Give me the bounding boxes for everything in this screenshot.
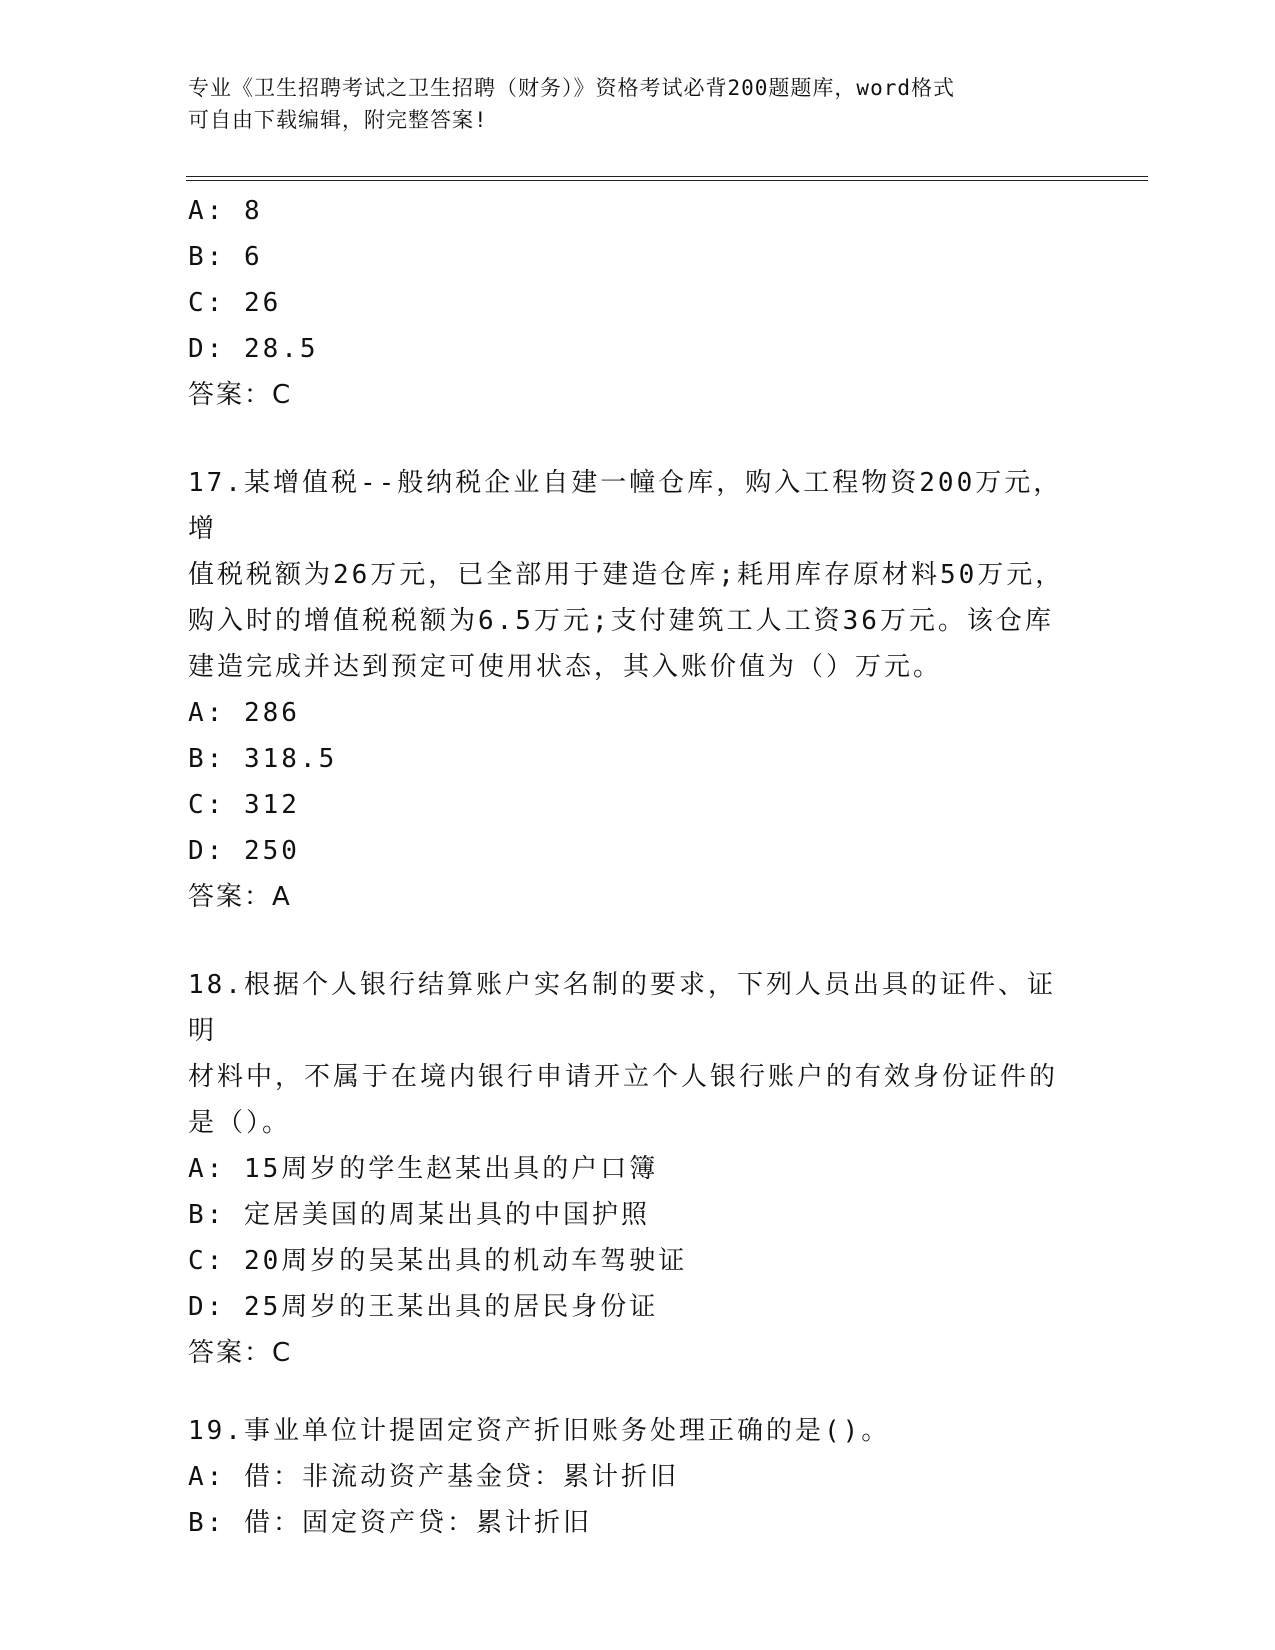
question-19: [188, 1408, 1078, 1546]
option-c: C: 312: [188, 790, 300, 820]
document-header: [188, 72, 1068, 136]
spacer: [188, 418, 1078, 460]
header-divider: [186, 176, 1148, 181]
question-18: [188, 962, 1078, 1376]
question-list: [188, 188, 1078, 1546]
option-a: A: 借：非流动资产基金贷：累计折旧: [188, 1462, 679, 1492]
option-c: C: 20周岁的吴某出具的机动车驾驶证: [188, 1246, 688, 1276]
question-text-line: 19.事业单位计提固定资产折旧账务处理正确的是()。: [188, 1416, 891, 1446]
header-line-2: 可自由下载编辑，附完整答案!: [188, 108, 488, 132]
option-a: A: 8: [188, 196, 263, 226]
question-text-line: 18.根据个人银行结算账户实名制的要求，下列人员出具的证件、证明: [188, 970, 1056, 1046]
option-b: B: 318.5: [188, 744, 338, 774]
option-d: D: 28.5: [188, 334, 319, 364]
question-text-line: 17.某增值税--般纳税企业自建一幢仓库，购入工程物资200万元，增: [188, 468, 1063, 544]
option-a: A: 286: [188, 698, 300, 728]
question-text-line: 是（）。: [188, 1108, 292, 1138]
question-text-line: 值税税额为26万元，已全部用于建造仓库;耗用库存原材料50万元，: [188, 560, 1065, 590]
answer: 答案：A: [188, 882, 292, 912]
spacer: [188, 920, 1078, 962]
option-d: D: 25周岁的王某出具的居民身份证: [188, 1292, 659, 1322]
answer: 答案：C: [188, 1338, 293, 1368]
question-text-line: 建造完成并达到预定可使用状态，其入账价值为（）万元。: [188, 652, 943, 682]
option-b: B: 借：固定资产贷：累计折旧: [188, 1508, 592, 1538]
option-c: C: 26: [188, 288, 282, 318]
option-a: A: 15周岁的学生赵某出具的户口簿: [188, 1154, 659, 1184]
question-text-line: 材料中，不属于在境内银行申请开立个人银行账户的有效身份证件的: [188, 1062, 1059, 1092]
question-text-line: 购入时的增值税税额为6.5万元;支付建筑工人工资36万元。该仓库: [188, 606, 1054, 636]
header-line-1: 专业《卫生招聘考试之卫生招聘（财务）》资格考试必背200题题库，word格式: [188, 76, 955, 100]
question-17: [188, 460, 1078, 920]
option-d: D: 250: [188, 836, 300, 866]
spacer: [188, 1376, 1078, 1408]
answer: 答案：C: [188, 380, 293, 410]
option-b: B: 定居美国的周某出具的中国护照: [188, 1200, 650, 1230]
question-16-tail: [188, 188, 1078, 418]
option-b: B: 6: [188, 242, 263, 272]
